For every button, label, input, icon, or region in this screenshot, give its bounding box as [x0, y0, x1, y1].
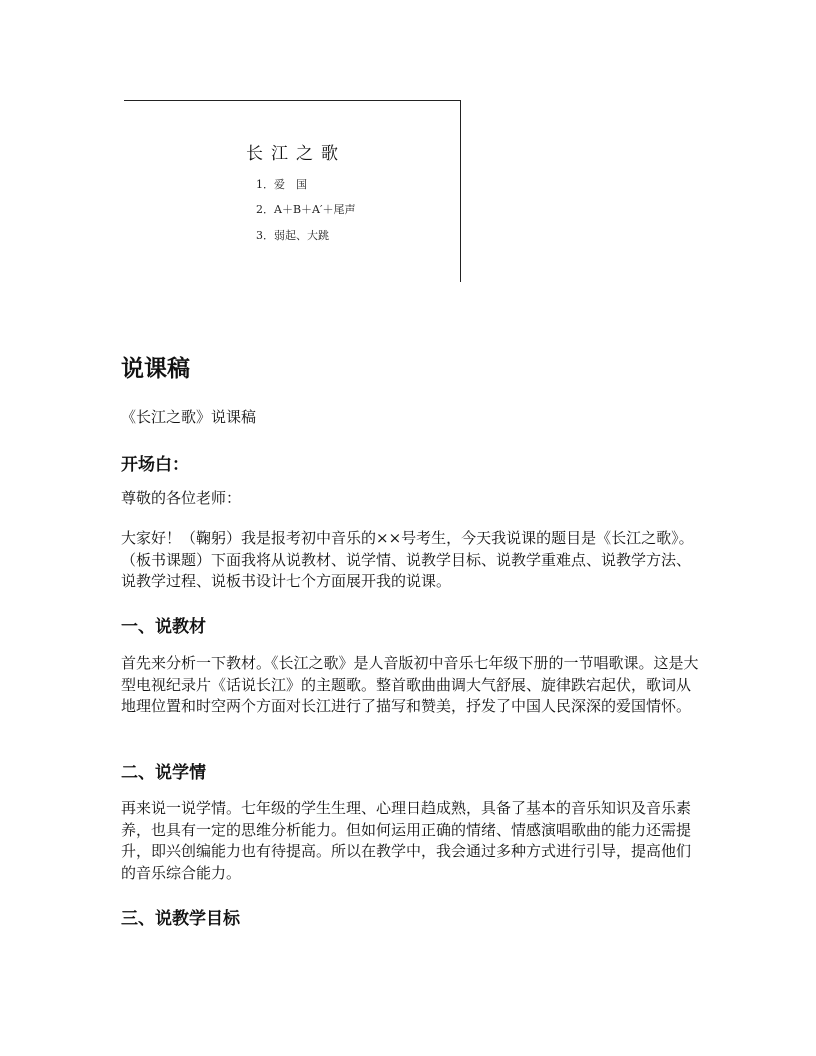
board-item: 3．弱起、大跳 — [256, 229, 329, 242]
document-title: 说课稿 — [121, 356, 190, 382]
section-heading: 二、说学情 — [121, 763, 206, 783]
section-heading: 一、说教材 — [121, 617, 206, 637]
board-item: 1．爱 国 — [256, 178, 307, 191]
section-paragraph: 首先来分析一下教材。《长江之歌》是人音版初中音乐七年级下册的一节唱歌课。这是大型电视纪录片《话说长江》的主题歌。整首歌曲曲调大气舒展、旋律跌宕起伏，歌词从地理位置和时空两个方面对长江进行了描写和赞美，抒发了中国人民深深的爱国情怀。 — [121, 654, 699, 715]
intro-paragraph: 大家好！（鞠躬）我是报考初中音乐的××号考生，今天我说课的题目是《长江之歌》。（板书课题）下面我将从说教材、说学情、说教学目标、说教学重难点、说教学方法、说教学过程、说板书设计七个方面展开我的说课。 — [121, 529, 694, 590]
board-item: 2．A＋B＋A′＋尾声 — [256, 203, 356, 216]
blackboard-design — [124, 100, 461, 282]
document-subtitle: 《长江之歌》说课稿 — [121, 408, 257, 426]
opening-heading: 开场白： — [121, 455, 189, 475]
section-paragraph: 再来说一说学情。七年级的学生生理、心理日趋成熟，具备了基本的音乐知识及音乐素养，也具有一定的思维分析能力。但如何运用正确的情绪、情感演唱歌曲的能力还需提升，即兴创编能力也有待提高。所以在教学中，我会通过多种方式进行引导，提高他们的音乐综合能力。 — [121, 799, 692, 882]
greeting: 尊敬的各位老师： — [121, 489, 242, 507]
board-title: 长江之歌 — [246, 144, 346, 164]
section-heading: 三、说教学目标 — [121, 909, 240, 929]
